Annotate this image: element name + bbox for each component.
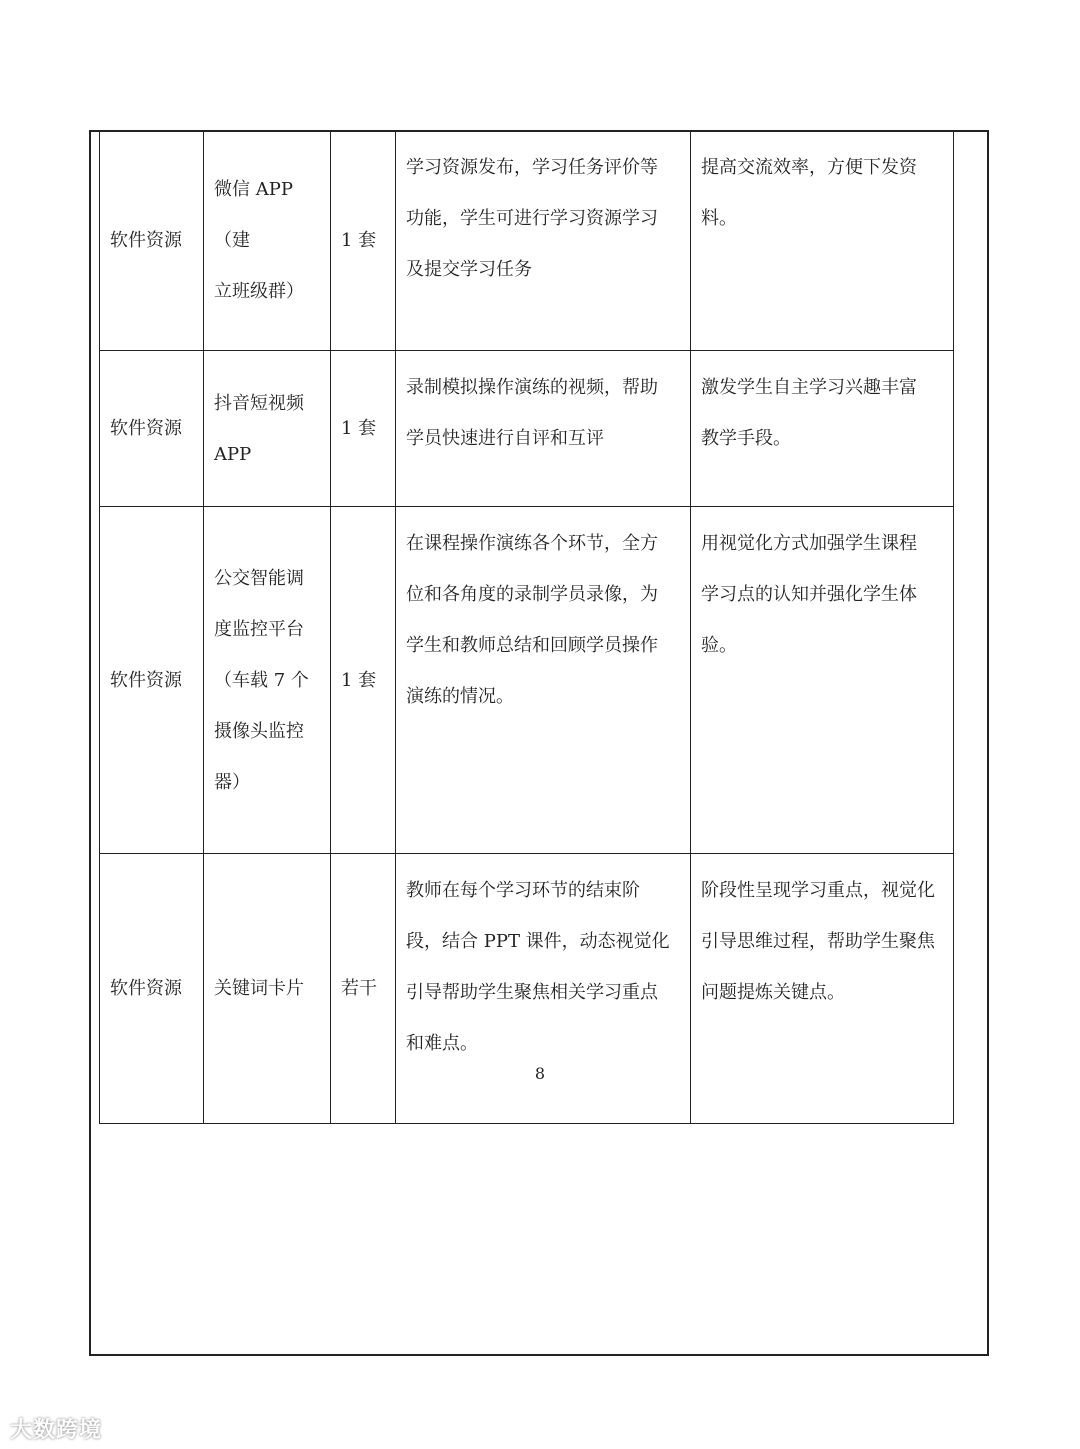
function-cell-line: 学员快速进行自评和互评: [406, 428, 604, 449]
name-cell-line: 抖音短视频: [214, 392, 304, 414]
function-cell-line: 在课程操作演练各个环节，全方: [406, 533, 658, 554]
function-cell-line: 录制模拟操作演练的视频，帮助: [406, 377, 658, 398]
table-row: [100, 854, 954, 1124]
function-cell: [396, 507, 691, 854]
function-cell-line: 段，结合 PPT 课件，动态视觉化: [406, 931, 670, 952]
purpose-cell-line: 料。: [701, 208, 737, 229]
name-cell-line: 摄像头监控: [214, 720, 304, 742]
category-cell: 软件资源: [100, 854, 204, 1124]
watermark-logo: [10, 1413, 102, 1444]
table-row: [100, 507, 954, 854]
function-cell-line: 教师在每个学习环节的结束阶: [406, 880, 640, 901]
name-cell: [204, 131, 331, 351]
quantity-cell: 1 套: [331, 131, 396, 351]
purpose-cell: [691, 351, 954, 507]
function-cell-line: 位和各角度的录制学员录像，为: [406, 584, 658, 605]
purpose-cell-line: 用视觉化方式加强学生课程: [701, 533, 917, 554]
function-cell: [396, 131, 691, 351]
quantity-cell: 若干: [331, 854, 396, 1124]
function-cell: [396, 351, 691, 507]
function-cell: [396, 854, 691, 1124]
table-row: [100, 131, 954, 351]
name-cell-line: 度监控平台: [214, 618, 304, 640]
purpose-cell-line: 提高交流效率，方便下发资: [701, 157, 917, 178]
function-cell-line: 引导帮助学生聚焦相关学习重点: [406, 982, 658, 1003]
purpose-cell-line: 激发学生自主学习兴趣丰富: [701, 377, 917, 398]
category-cell: 软件资源: [100, 507, 204, 854]
name-cell: [204, 507, 331, 854]
purpose-cell: [691, 131, 954, 351]
purpose-cell-line: 验。: [701, 635, 737, 656]
purpose-cell-line: 问题提炼关键点。: [701, 982, 845, 1003]
watermark-text: 大数跨境: [10, 1418, 103, 1443]
table-row: [100, 351, 954, 507]
purpose-cell-line: 教学手段。: [701, 428, 791, 449]
name-cell-line: APP: [214, 443, 252, 465]
quantity-cell: 1 套: [331, 507, 396, 854]
name-cell-line: 器）: [214, 771, 250, 793]
quantity-cell: 1 套: [331, 351, 396, 507]
name-cell: [204, 351, 331, 507]
name-cell-line: 立班级群）: [214, 281, 304, 302]
purpose-cell-line: 学习点的认知并强化学生体: [701, 584, 917, 605]
name-cell: [204, 854, 331, 1124]
page-number: 8: [534, 1064, 546, 1083]
resource-table: [99, 130, 954, 1124]
purpose-cell: [691, 854, 954, 1124]
function-cell-line: 学生和教师总结和回顾学员操作: [406, 635, 658, 656]
name-cell-line: （车载 7 个: [214, 669, 309, 691]
function-cell-line: 演练的情况。: [406, 686, 514, 707]
name-cell-line: 微信 APP（建: [214, 179, 293, 251]
purpose-cell-line: 阶段性呈现学习重点，视觉化: [701, 880, 935, 901]
function-cell-line: 和难点。: [406, 1033, 478, 1054]
category-cell: 软件资源: [100, 351, 204, 507]
name-cell-line: 关键词卡片: [214, 978, 304, 999]
purpose-cell: [691, 507, 954, 854]
purpose-cell-line: 引导思维过程，帮助学生聚焦: [701, 931, 935, 952]
function-cell-line: 功能，学生可进行学习资源学习: [406, 208, 658, 229]
function-cell-line: 及提交学习任务: [406, 259, 532, 280]
function-cell-line: 学习资源发布，学习任务评价等: [406, 157, 658, 178]
name-cell-line: 公交智能调: [214, 567, 304, 589]
category-cell: 软件资源: [100, 131, 204, 351]
